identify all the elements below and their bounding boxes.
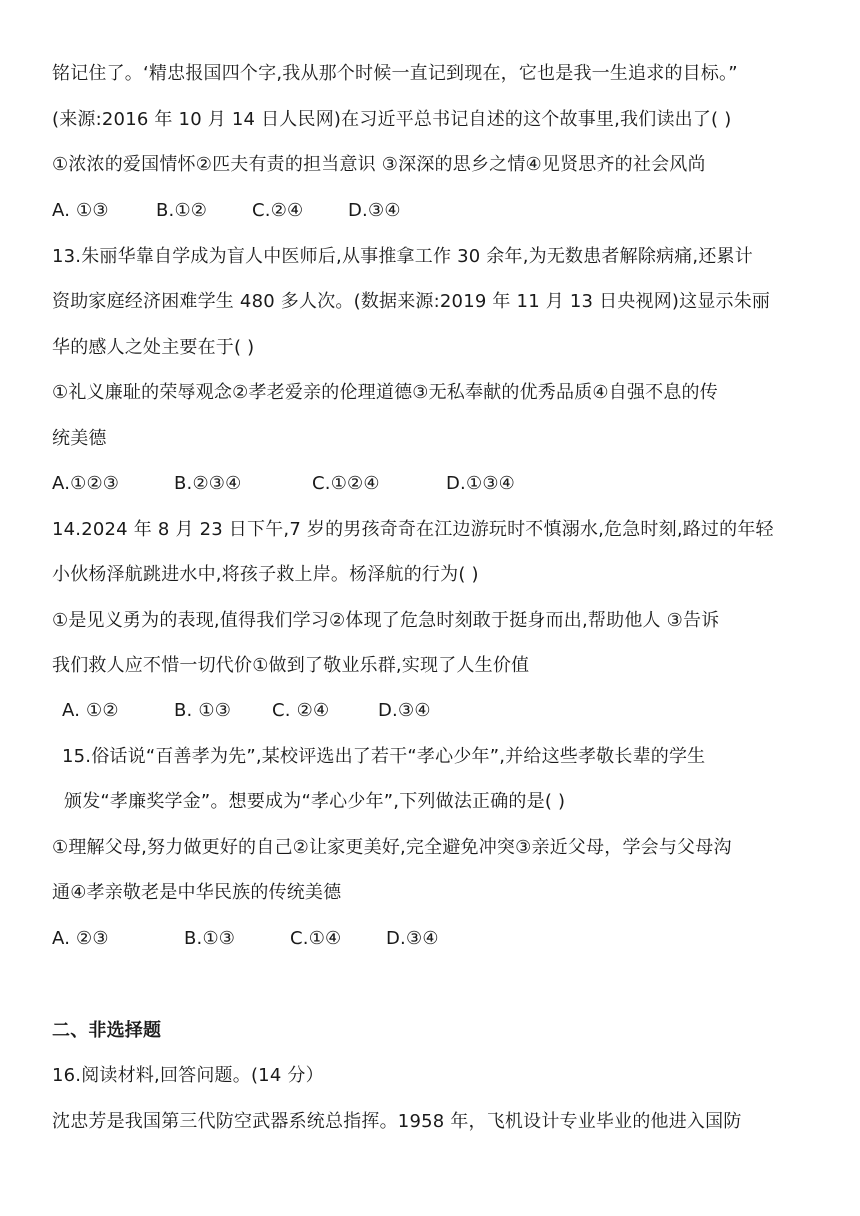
q13-option-c: C.①②④ (312, 473, 380, 494)
q15-option-a: A. ②③ (52, 928, 109, 949)
q14-options (62, 699, 431, 723)
q15-option-d: D.③④ (386, 928, 439, 949)
q12-option-d: D.③④ (348, 200, 401, 221)
q13-statements-line-1: ①礼义廉耻的荣辱观念②孝老爱亲的伦理道德③无私奉献的优秀品质④自强不息的传 (52, 382, 718, 403)
q14-stem-line-1: 14.2024 年 8 月 23 日下午,7 岁的男孩奇奇在江边游玩时不慎溺水,危急时刻,路过的年轻 (52, 519, 774, 540)
q13-stem-line-1: 13.朱丽华靠自学成为盲人中医师后,从事推拿工作 30 余年,为无数患者解除病痛,还累计 (52, 246, 753, 267)
q12-option-a: A. ①③ (52, 200, 109, 221)
section-title: 二、非选择题 (52, 1020, 162, 1041)
q13-stem-line-3: 华的感人之处主要在于( ) (52, 337, 255, 358)
q16-material-line-1: 沈忠芳是我国第三代防空武器系统总指挥。1958 年，飞机设计专业毕业的他进入国防 (52, 1111, 742, 1132)
q14-stem-line-2: 小伙杨泽航跳进水中,将孩子救上岸。杨泽航的行为( ) (52, 564, 479, 585)
q13-stem-line-2: 资助家庭经济困难学生 480 多人次。(数据来源:2019 年 11 月 13 日央视网)这显示朱丽 (52, 291, 771, 312)
q12-options (52, 199, 401, 223)
q14-statements-line-1: ①是见义勇为的表现,值得我们学习②体现了危急时刻敢于挺身而出,帮助他人 ③告诉 (52, 610, 720, 631)
q16-stem: 16.阅读材料,回答问题。(14 分） (52, 1065, 324, 1086)
q13-option-d: D.①③④ (446, 473, 515, 494)
q15-options (52, 927, 439, 951)
q13-option-a: A.①②③ (52, 473, 120, 494)
q12-stem-line-1: 铭记住了。‘精忠报国四个字,我从那个时候一直记到现在，它也是我一生追求的目标。” (52, 63, 738, 84)
q15-statements-line-2: 通④孝亲敬老是中华民族的传统美德 (52, 882, 342, 903)
q14-option-a: A. ①② (62, 700, 119, 721)
q13-options (52, 472, 515, 496)
q12-statements: ①浓浓的爱国情怀②匹夫有责的担当意识 ③深深的思乡之情④见贤思齐的社会风尚 (52, 154, 706, 175)
q13-option-b: B.②③④ (174, 473, 242, 494)
q12-option-c: C.②④ (252, 200, 304, 221)
q12-option-b: B.①② (156, 200, 208, 221)
q15-statements-line-1: ①理解父母,努力做更好的自己②让家更美好,完全避免冲突③亲近父母，学会与父母沟 (52, 837, 732, 858)
q15-option-c: C.①④ (290, 928, 342, 949)
q14-option-c: C. ②④ (272, 700, 330, 721)
q15-option-b: B.①③ (184, 928, 236, 949)
q13-statements-line-2: 统美德 (52, 428, 107, 449)
q15-stem-line-2: 颁发“孝廉奖学金”。想要成为“孝心少年”,下列做法正确的是( ) (64, 791, 566, 812)
q12-stem-line-2: (来源:2016 年 10 月 14 日人民网)在习近平总书记自述的这个故事里,我们读出了( ) (52, 109, 732, 130)
q14-statements-line-2: 我们救人应不惜一切代价①做到了敬业乐群,实现了人生价值 (52, 655, 530, 676)
q14-option-b: B. ①③ (174, 700, 232, 721)
q14-option-d: D.③④ (378, 700, 431, 721)
q15-stem-line-1: 15.俗话说“百善孝为先”,某校评选出了若干“孝心少年”,并给这些孝敬长辈的学生 (62, 746, 706, 767)
